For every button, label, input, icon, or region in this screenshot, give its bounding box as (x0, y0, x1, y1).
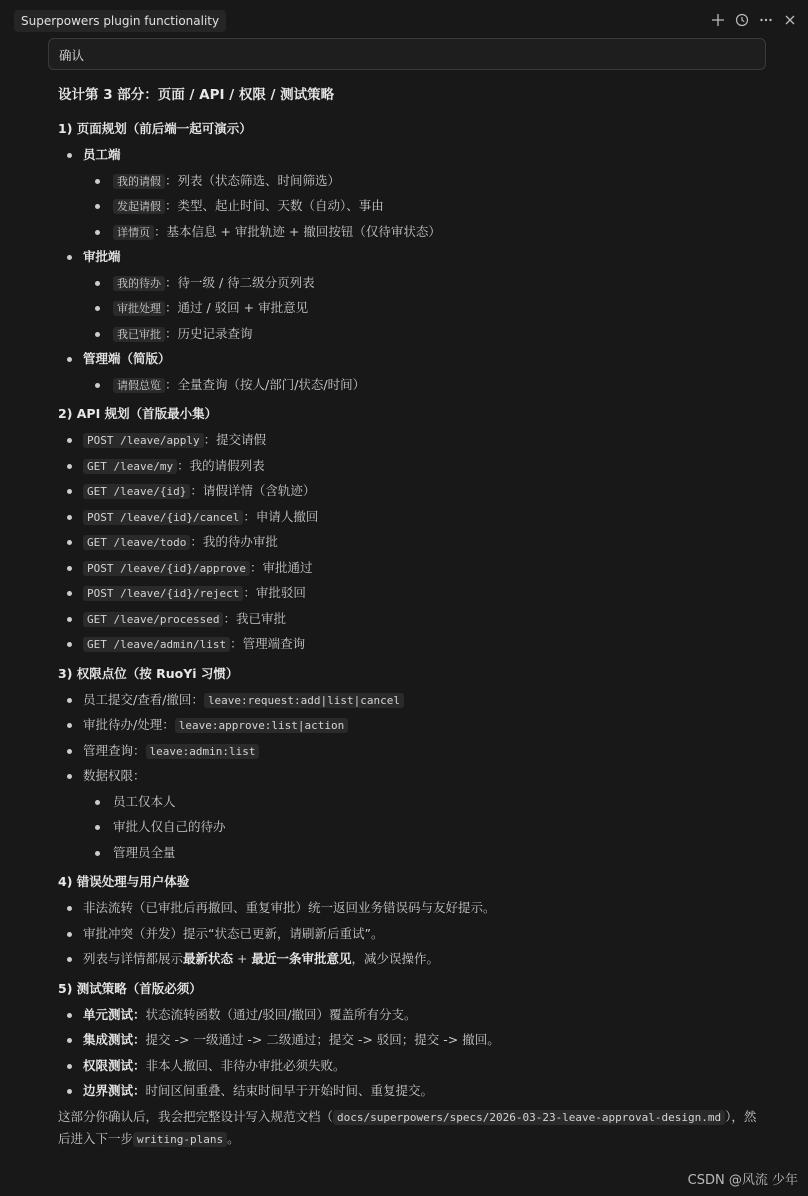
item-text: ：全量查询（按人/部门/状态/时间） (165, 376, 366, 392)
spec-path-code: docs/superpowers/specs/2026-03-23-leave-approval-design.md (333, 1110, 725, 1125)
inline-code: GET /leave/{id} (83, 484, 190, 499)
inline-code: GET /leave/admin/list (83, 637, 230, 652)
list-item (58, 427, 788, 453)
section-4-list (58, 895, 788, 972)
list-item (58, 789, 788, 815)
item-text: ：审批驳回 (243, 585, 306, 600)
inline-code: GET /leave/processed (83, 612, 223, 627)
list-item (58, 295, 788, 321)
item-text: 状态流转函数（通过/驳回/撤回）覆盖所有分支。 (145, 1006, 417, 1022)
item-text: ：管理端查询 (230, 636, 306, 651)
list-item (58, 321, 788, 347)
list-item (58, 219, 788, 245)
list-item (58, 712, 788, 738)
item-text: 非法流转（已审批后再撤回、重复审批）统一返回业务错误码与友好提示。 (83, 900, 496, 915)
item-text: ），然后进入下一步 (58, 1108, 757, 1146)
item-text: 审批待办/处理： (83, 717, 175, 732)
bold-text: 集成测试： (83, 1032, 146, 1047)
doc-title: 设计第 3 部分：页面 / API / 权限 / 测试策略 (58, 87, 335, 103)
inline-code: 我的请假 (113, 174, 165, 189)
section-2-heading: 2) API 规划（首版最小集） (58, 406, 218, 421)
list-item (58, 1078, 788, 1104)
watermark: CSDN @风流 少年 (687, 1173, 798, 1188)
list-item (58, 504, 788, 530)
list-item (58, 478, 788, 504)
more-icon[interactable] (756, 10, 776, 30)
bold-text: 最近一条审批意见 (251, 951, 352, 966)
item-text: 员工仅本人 (113, 793, 176, 809)
item-text: ：类型、起止时间、天数（自动）、事由 (165, 198, 384, 213)
item-text: 列表与详情都展示 (83, 951, 184, 966)
item-text: 这部分你确认后，我会把完整设计写入规范文档（ (58, 1108, 334, 1124)
inline-code: POST /leave/{id}/approve (83, 561, 250, 576)
list-item (58, 1053, 788, 1079)
top-bar (0, 0, 808, 40)
section-2-list (58, 427, 788, 657)
bold-text: 单元测试： (83, 1006, 146, 1022)
history-icon[interactable] (732, 10, 752, 30)
inline-code: GET /leave/my (83, 459, 177, 474)
item-text: ：基本信息 + 审批轨迹 + 撤回按钮（仅待审状态） (154, 223, 441, 239)
list-item (58, 895, 788, 921)
inline-code: 我的待办 (113, 276, 165, 291)
item-text: ，减少误操作。 (351, 951, 439, 966)
list-item (58, 921, 788, 947)
item-text: ：提交请假 (203, 432, 267, 447)
approver-label: 审批端 (83, 249, 121, 264)
inline-code: 发起请假 (113, 199, 165, 214)
bold-text: 边界测试： (83, 1083, 146, 1098)
item-text: 审批冲突（并发）提示“状态已更新，请刷新后重试”。 (83, 925, 384, 941)
inline-code: 审批处理 (113, 301, 165, 316)
item-text: 员工提交/查看/撤回： (83, 691, 204, 707)
inline-code: POST /leave/{id}/reject (83, 586, 243, 601)
inline-code: leave:admin:list (146, 744, 260, 759)
inline-code: 请假总览 (113, 378, 165, 393)
item-text: ：申请人撤回 (243, 508, 319, 524)
item-text: 时间区间重叠、结束时间早于开始时间、重复提交。 (145, 1083, 434, 1098)
list-item (58, 555, 788, 581)
inline-code: leave:approve:list|action (175, 718, 349, 733)
list-item (58, 142, 788, 168)
section-1-list (58, 142, 788, 397)
section-3-list (58, 687, 788, 866)
item-text: ：我已审批 (223, 610, 286, 626)
item-text: ：历史记录查询 (165, 325, 253, 341)
list-item (58, 580, 788, 606)
section-5-list (58, 1002, 788, 1104)
list-item (58, 346, 788, 372)
item-text: ：请假详情（含轨迹） (190, 483, 316, 498)
user-message-text: 确认 (59, 48, 85, 63)
list-item (58, 453, 788, 479)
section-1-heading: 1) 页面规划（前后端一起可演示） (58, 121, 252, 136)
list-item (58, 1002, 788, 1028)
item-text: ：通过 / 驳回 + 审批意见 (165, 300, 309, 315)
section-5-heading: 5) 测试策略（首版必须） (58, 980, 202, 996)
item-text: ：审批通过 (249, 559, 313, 575)
chat-tab-title[interactable]: Superpowers plugin functionality (14, 10, 226, 32)
item-text: 审批人仅自己的待办 (113, 819, 226, 834)
list-item (58, 168, 788, 194)
list-item (58, 840, 788, 866)
item-text: 非本人撤回、非待办审批必须失败。 (145, 1057, 346, 1073)
inline-code: GET /leave/todo (83, 535, 190, 550)
inline-code: POST /leave/apply (83, 433, 204, 448)
list-item (58, 946, 788, 972)
closing-paragraph (58, 1106, 758, 1150)
item-text: + (233, 951, 252, 966)
user-message[interactable] (48, 38, 766, 70)
item-text: 。 (227, 1130, 240, 1146)
item-text: ：待一级 / 待二级分页列表 (165, 274, 315, 290)
list-item (58, 814, 788, 840)
item-text: 提交 -> 一级通过 -> 二级通过；提交 -> 驳回；提交 -> 撤回。 (145, 1032, 500, 1047)
list-item (58, 529, 788, 555)
item-text: ：我的请假列表 (177, 457, 265, 473)
top-actions (708, 10, 800, 30)
employee-label: 员工端 (83, 147, 121, 162)
item-text: ：我的待办审批 (190, 534, 278, 549)
inline-code: 详情页 (113, 225, 154, 240)
inline-code: POST /leave/{id}/cancel (83, 510, 243, 525)
item-text: ：列表（状态筛选、时间筛选） (165, 172, 341, 188)
list-item (58, 631, 788, 657)
plus-icon[interactable] (708, 10, 728, 30)
list-item (58, 687, 788, 713)
next-step-code: writing-plans (133, 1132, 227, 1147)
list-item (58, 606, 788, 632)
assistant-response (58, 82, 788, 1150)
list-item (58, 1027, 788, 1053)
list-item (58, 763, 788, 789)
item-text: 管理员全量 (113, 844, 176, 860)
section-3-heading: 3) 权限点位（按 RuoYi 习惯） (58, 665, 239, 681)
inline-code: leave:request:add|list|cancel (204, 693, 404, 708)
admin-label: 管理端（简版） (83, 351, 171, 366)
list-item (58, 270, 788, 296)
data-perm-label: 数据权限： (83, 768, 146, 783)
section-4-heading: 4) 错误处理与用户体验 (58, 874, 190, 889)
list-item (58, 244, 788, 270)
list-item (58, 193, 788, 219)
bold-text: 最新状态 (183, 951, 234, 966)
list-item (58, 372, 788, 398)
bold-text: 权限测试： (83, 1057, 146, 1073)
close-icon[interactable] (780, 10, 800, 30)
list-item (58, 738, 788, 764)
item-text: 管理查询： (83, 742, 146, 758)
inline-code: 我已审批 (113, 327, 165, 342)
